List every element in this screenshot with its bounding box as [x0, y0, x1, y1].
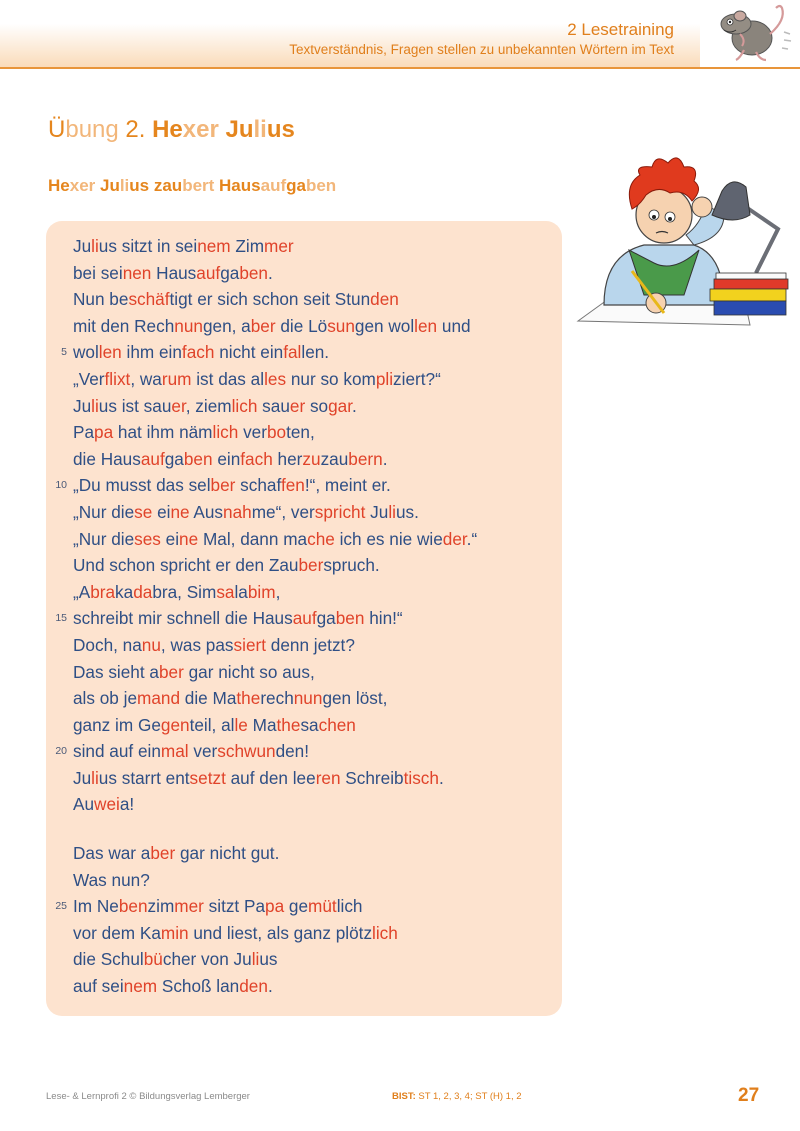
- syllable: Ju: [225, 116, 254, 143]
- syllable-blue: .: [438, 767, 444, 788]
- line-text: [73, 893, 363, 920]
- syllable-blue: ihm ein: [121, 342, 182, 363]
- syllable: li: [119, 176, 130, 195]
- syllable-blue: gar nicht gut.: [175, 843, 280, 864]
- syllable-blue: zau: [320, 448, 349, 469]
- syllable-blue: ,: [275, 581, 281, 602]
- syllable-blue: Nun be: [73, 289, 129, 310]
- syllable-blue: ist das al: [191, 368, 265, 389]
- syllable-blue: Im Ne: [73, 896, 119, 917]
- syllable-red: er: [171, 395, 186, 416]
- syllable-blue: ich es nie wie: [334, 528, 443, 549]
- syllable-blue: die Schul: [73, 949, 144, 970]
- line-text: [73, 393, 357, 420]
- syllable-blue: zim: [147, 896, 175, 917]
- syllable: us: [129, 176, 154, 195]
- syllable-red: schäf: [128, 289, 170, 310]
- syllable-red: sun: [327, 315, 355, 336]
- syllable-blue: auf den lee: [225, 767, 316, 788]
- story-line: [46, 526, 562, 553]
- bist-label: BIST:: [392, 1091, 416, 1102]
- syllable-blue: len.: [301, 342, 330, 363]
- story-lines: [46, 233, 562, 1000]
- syllable-blue: „Nur die: [73, 528, 135, 549]
- syllable-blue: Was nun?: [73, 869, 150, 890]
- line-text: [73, 446, 387, 473]
- syllable-blue: cher von Ju: [162, 949, 252, 970]
- line-text: [73, 605, 403, 632]
- syllable-blue: lich: [336, 896, 363, 917]
- syllable-blue: hat ihm näm: [113, 422, 213, 443]
- story-line: [46, 712, 562, 739]
- mouse-mascot-icon: [702, 2, 798, 64]
- syllable-red: ne: [179, 528, 199, 549]
- syllable-blue: den!: [275, 741, 310, 762]
- syllable: Haus: [219, 176, 261, 195]
- syllable: li: [253, 116, 267, 143]
- syllable-red: fach: [181, 342, 215, 363]
- syllable-blue: die Ma: [180, 688, 237, 709]
- syllable-red: che: [307, 528, 335, 549]
- line-text: [73, 659, 315, 686]
- syllable: Ju: [99, 176, 120, 195]
- syllable-blue: bra, Sim: [152, 581, 217, 602]
- syllable-red: auf: [196, 262, 221, 283]
- syllable-blue: spruch.: [323, 555, 380, 576]
- syllable-blue: ver: [238, 422, 267, 443]
- syllable-blue: ge: [284, 896, 309, 917]
- syllable-blue: ga: [164, 448, 184, 469]
- syllable: He: [152, 116, 183, 143]
- syllable-red: the: [236, 688, 261, 709]
- syllable-red: pli: [375, 368, 394, 389]
- syllable-blue: ziert?“: [393, 368, 441, 389]
- line-text: [73, 579, 280, 606]
- line-text: [73, 419, 315, 446]
- syllable-blue: schaf: [235, 475, 281, 496]
- syllable-red: len: [414, 315, 438, 336]
- story-line: [46, 659, 562, 686]
- story-line: [46, 791, 562, 818]
- syllable-red: li: [91, 767, 99, 788]
- syllable-red: auf: [292, 608, 317, 629]
- syllable-blue: Zim: [230, 236, 265, 256]
- story-title: [48, 176, 336, 196]
- syllable-blue: Und schon spricht er den Zau: [73, 555, 299, 576]
- story-line: [46, 973, 562, 1000]
- story-line: [46, 446, 562, 473]
- story-line: [46, 393, 562, 420]
- syllable-red: ber: [298, 555, 324, 576]
- syllable-red: ben: [239, 262, 268, 283]
- page-number: 27: [738, 1085, 760, 1106]
- line-text: [73, 313, 471, 340]
- syllable-blue: .: [267, 976, 273, 997]
- syllable-blue: wol: [73, 342, 99, 363]
- story-line: [46, 840, 562, 867]
- line-text: [73, 260, 273, 287]
- syllable-blue: Das sieht a: [73, 661, 159, 682]
- syllable-red: bü: [143, 949, 163, 970]
- syllable-blue: hin!“: [364, 608, 403, 629]
- line-number: 20: [55, 745, 67, 758]
- syllable-blue: auf sei: [73, 976, 124, 997]
- syllable-blue: us ist sau: [98, 395, 172, 416]
- syllable-blue: gen wol: [354, 315, 415, 336]
- story-line: [46, 738, 562, 765]
- syllable-blue: sind auf ein: [73, 741, 161, 762]
- syllable-blue: ten,: [286, 422, 315, 443]
- syllable-red: ber: [150, 843, 176, 864]
- syllable-blue: .“: [466, 528, 478, 549]
- syllable-red: ben: [118, 896, 148, 917]
- syllable-red: ben: [335, 608, 365, 629]
- syllable-red: li: [251, 949, 260, 970]
- syllable-red: li: [91, 236, 99, 256]
- syllable-red: lich: [231, 395, 258, 416]
- syllable-red: er: [289, 395, 306, 416]
- line-text: [73, 685, 387, 712]
- syllable-blue: us.: [395, 501, 419, 522]
- syllable: xer: [182, 116, 226, 143]
- syllable-red: mer: [264, 236, 294, 256]
- footer-copyright: Lese- & Lernprofi 2 © Bildungsverlag Lemberger: [46, 1091, 250, 1102]
- chapter-subtitle: Textverständnis, Fragen stellen zu unbekannten Wörtern im Text: [289, 42, 674, 57]
- syllable: auf: [260, 176, 287, 195]
- syllable-red: sa: [216, 581, 235, 602]
- syllable-blue: her: [272, 448, 303, 469]
- syllable-red: ses: [134, 528, 161, 549]
- syllable-blue: ein: [212, 448, 241, 469]
- syllable-blue: a!: [119, 794, 135, 815]
- syllable-red: der: [442, 528, 467, 549]
- syllable-blue: ei: [160, 528, 180, 549]
- syllable-blue: .: [268, 262, 273, 283]
- story-line: [46, 579, 562, 606]
- syllable-red: min: [160, 922, 189, 943]
- syllable-red: zu: [302, 448, 321, 469]
- syllable-red: lich: [212, 422, 239, 443]
- line-text: [73, 791, 134, 818]
- syllable-red: fen: [280, 475, 305, 496]
- syllable-red: pa: [94, 422, 114, 443]
- syllable-blue: die Haus: [73, 448, 141, 469]
- syllable-blue: Ju: [73, 395, 92, 416]
- story-line: [46, 765, 562, 792]
- line-text: [73, 499, 419, 526]
- syllable-blue: Ma: [247, 714, 277, 735]
- syllable-blue: sitzt Pa: [203, 896, 266, 917]
- syllable-blue: und: [437, 315, 471, 336]
- syllable-blue: Das war a: [73, 843, 151, 864]
- footer-standards: [392, 1091, 522, 1102]
- syllable-blue: Au: [73, 794, 95, 815]
- syllable-blue: ganz im Ge: [73, 714, 161, 735]
- syllable-blue: mit den Rech: [73, 315, 175, 336]
- line-text: [73, 286, 399, 313]
- syllable-red: fach: [240, 448, 273, 469]
- syllable-red: gen: [160, 714, 190, 735]
- syllable-blue: sa: [300, 714, 319, 735]
- syllable-red: ber: [250, 315, 276, 336]
- syllable: Ü: [48, 116, 66, 143]
- story-line: [46, 685, 562, 712]
- syllable-red: da: [133, 581, 153, 602]
- syllable-red: bern: [348, 448, 383, 469]
- syllable-red: nun: [293, 688, 323, 709]
- syllable-blue: vor dem Ka: [73, 922, 161, 943]
- syllable-blue: teil, al: [189, 714, 235, 735]
- syllable-blue: gen, a: [202, 315, 251, 336]
- syllable-blue: Ju: [365, 501, 389, 522]
- syllable: xer: [69, 176, 100, 195]
- story-line: [46, 260, 562, 287]
- exercise-title: [48, 116, 295, 144]
- syllable-blue: la: [234, 581, 248, 602]
- syllable-red: mand: [137, 688, 181, 709]
- syllable: bung: [65, 116, 126, 143]
- syllable-blue: nicht ein: [214, 342, 284, 363]
- syllable-red: ber: [158, 661, 184, 682]
- syllable-red: den: [239, 976, 268, 997]
- story-line: [46, 286, 562, 313]
- syllable-red: bim: [247, 581, 276, 602]
- line-number: 25: [55, 900, 67, 913]
- syllable-blue: us sitzt in sei: [98, 236, 198, 256]
- story-line: [46, 419, 562, 446]
- syllable-red: bra: [90, 581, 116, 602]
- syllable-red: spricht: [314, 501, 366, 522]
- syllable-blue: us starrt ent: [98, 767, 190, 788]
- story-line: [46, 313, 562, 340]
- syllable-red: chen: [318, 714, 356, 735]
- syllable-red: nun: [174, 315, 203, 336]
- bist-value: ST 1, 2, 3, 4; ST (H) 1, 2: [415, 1091, 522, 1102]
- story-line: [46, 472, 562, 499]
- syllable-blue: die Lö: [275, 315, 328, 336]
- syllable-blue: denn jetzt?: [266, 634, 355, 655]
- syllable-red: flixt: [104, 368, 131, 389]
- syllable-red: the: [276, 714, 301, 735]
- story-line: [46, 946, 562, 973]
- syllable-blue: tigt er sich schon seit Stun: [169, 289, 371, 310]
- syllable-blue: .: [382, 448, 388, 469]
- syllable-red: ren: [315, 767, 341, 788]
- syllable-red: li: [388, 501, 396, 522]
- syllable-blue: Pa: [73, 422, 95, 443]
- syllable-red: nen: [122, 262, 152, 283]
- syllable-blue: Ju: [73, 236, 92, 256]
- syllable-red: rum: [161, 368, 192, 389]
- syllable-red: siert: [233, 634, 267, 655]
- syllable-blue: Mal, dann ma: [198, 528, 308, 549]
- line-number: 15: [55, 612, 67, 625]
- syllable-blue: „Ver: [73, 368, 105, 389]
- syllable-blue: und liest, als ganz plötz: [188, 922, 373, 943]
- chapter-title: 2 Lesetraining: [567, 20, 674, 39]
- syllable-red: len: [98, 342, 122, 363]
- syllable-blue: nur so kom: [286, 368, 376, 389]
- line-text: [73, 765, 444, 792]
- syllable-blue: als ob je: [73, 688, 138, 709]
- syllable-red: tisch: [403, 767, 439, 788]
- line-text: [73, 867, 150, 894]
- syllable-blue: schreibt mir schnell die Haus: [73, 608, 293, 629]
- syllable: ga: [286, 176, 306, 195]
- story-line: [46, 499, 562, 526]
- syllable-blue: Schreib: [340, 767, 404, 788]
- syllable-blue: rech: [260, 688, 294, 709]
- syllable-red: wei: [94, 794, 120, 815]
- syllable-red: le: [234, 714, 248, 735]
- syllable-blue: ver: [188, 741, 218, 762]
- syllable-blue: , was pas: [160, 634, 234, 655]
- line-text: [73, 946, 278, 973]
- syllable-blue: Schoß lan: [157, 976, 240, 997]
- syllable-red: ber: [210, 475, 236, 496]
- syllable-red: ben: [183, 448, 213, 469]
- syllable-blue: gen löst,: [322, 688, 388, 709]
- syllable-red: bo: [266, 422, 287, 443]
- syllable-blue: Aus: [189, 501, 224, 522]
- header-rule: [0, 67, 800, 69]
- story-line: [46, 867, 562, 894]
- syllable-blue: „Nur die: [73, 501, 135, 522]
- syllable-red: les: [264, 368, 287, 389]
- story-line: [46, 366, 562, 393]
- syllable-red: gar: [328, 395, 353, 416]
- line-text: [73, 526, 477, 553]
- line-text: [73, 366, 441, 393]
- story-line: [46, 605, 562, 632]
- syllable-blue: „Du musst das sel: [73, 475, 211, 496]
- story-line: [46, 632, 562, 659]
- line-number: 5: [61, 346, 67, 359]
- line-text: [73, 472, 391, 499]
- line-text: [73, 233, 294, 260]
- line-text: [73, 973, 273, 1000]
- syllable-red: li: [91, 395, 99, 416]
- syllable-blue: , wa: [130, 368, 162, 389]
- syllable-red: ne: [170, 501, 190, 522]
- syllable: He: [48, 176, 70, 195]
- syllable-red: nem: [123, 976, 158, 997]
- syllable: bert: [182, 176, 220, 195]
- syllable-blue: so: [305, 395, 329, 416]
- syllable-red: mal: [160, 741, 189, 762]
- line-text: [73, 632, 355, 659]
- syllable-blue: ka: [115, 581, 134, 602]
- syllable-blue: ga: [316, 608, 336, 629]
- line-text: [73, 552, 380, 579]
- syllable-blue: , ziem: [185, 395, 232, 416]
- syllable-red: nu: [141, 634, 161, 655]
- syllable: zau: [153, 176, 183, 195]
- syllable-blue: me“, ver: [251, 501, 315, 522]
- line-text: [73, 738, 309, 765]
- line-text: [73, 920, 398, 947]
- syllable-blue: bei sei: [73, 262, 123, 283]
- story-text-box: [46, 221, 562, 1016]
- story-line: [46, 552, 562, 579]
- stanza-gap: [46, 818, 562, 840]
- line-text: [73, 339, 329, 366]
- syllable-blue: !“, meint er.: [304, 475, 391, 496]
- line-text: [73, 712, 356, 739]
- syllable-blue: Haus: [151, 262, 197, 283]
- syllable-red: den: [370, 289, 399, 310]
- story-line: [46, 233, 562, 260]
- boy-doing-homework-illustration: [574, 145, 796, 330]
- syllable-blue: us: [259, 949, 278, 970]
- story-line: [46, 339, 562, 366]
- syllable-red: lich: [372, 922, 398, 943]
- syllable-red: müt: [308, 896, 337, 917]
- syllable-red: se: [134, 501, 153, 522]
- line-number: 10: [55, 479, 67, 492]
- syllable-blue: Doch, na: [73, 634, 142, 655]
- syllable-red: setzt: [189, 767, 226, 788]
- story-line: [46, 893, 562, 920]
- syllable-blue: Ju: [73, 767, 92, 788]
- syllable-red: pa: [265, 896, 285, 917]
- syllable-red: nah: [223, 501, 252, 522]
- syllable-red: auf: [140, 448, 165, 469]
- syllable-red: nem: [197, 236, 231, 256]
- syllable-blue: ei: [152, 501, 171, 522]
- syllable-blue: gar nicht so aus,: [183, 661, 315, 682]
- syllable-red: fal: [283, 342, 302, 363]
- syllable: us: [266, 116, 295, 143]
- syllable-blue: „A: [73, 581, 91, 602]
- line-text: [73, 840, 279, 867]
- syllable: ben: [305, 176, 337, 195]
- syllable-blue: ga: [220, 262, 240, 283]
- syllable-blue: sau: [257, 395, 290, 416]
- syllable-red: schwun: [217, 741, 276, 762]
- story-line: [46, 920, 562, 947]
- syllable-blue: .: [352, 395, 357, 416]
- syllable: 2.: [125, 116, 153, 143]
- syllable-red: mer: [174, 896, 204, 917]
